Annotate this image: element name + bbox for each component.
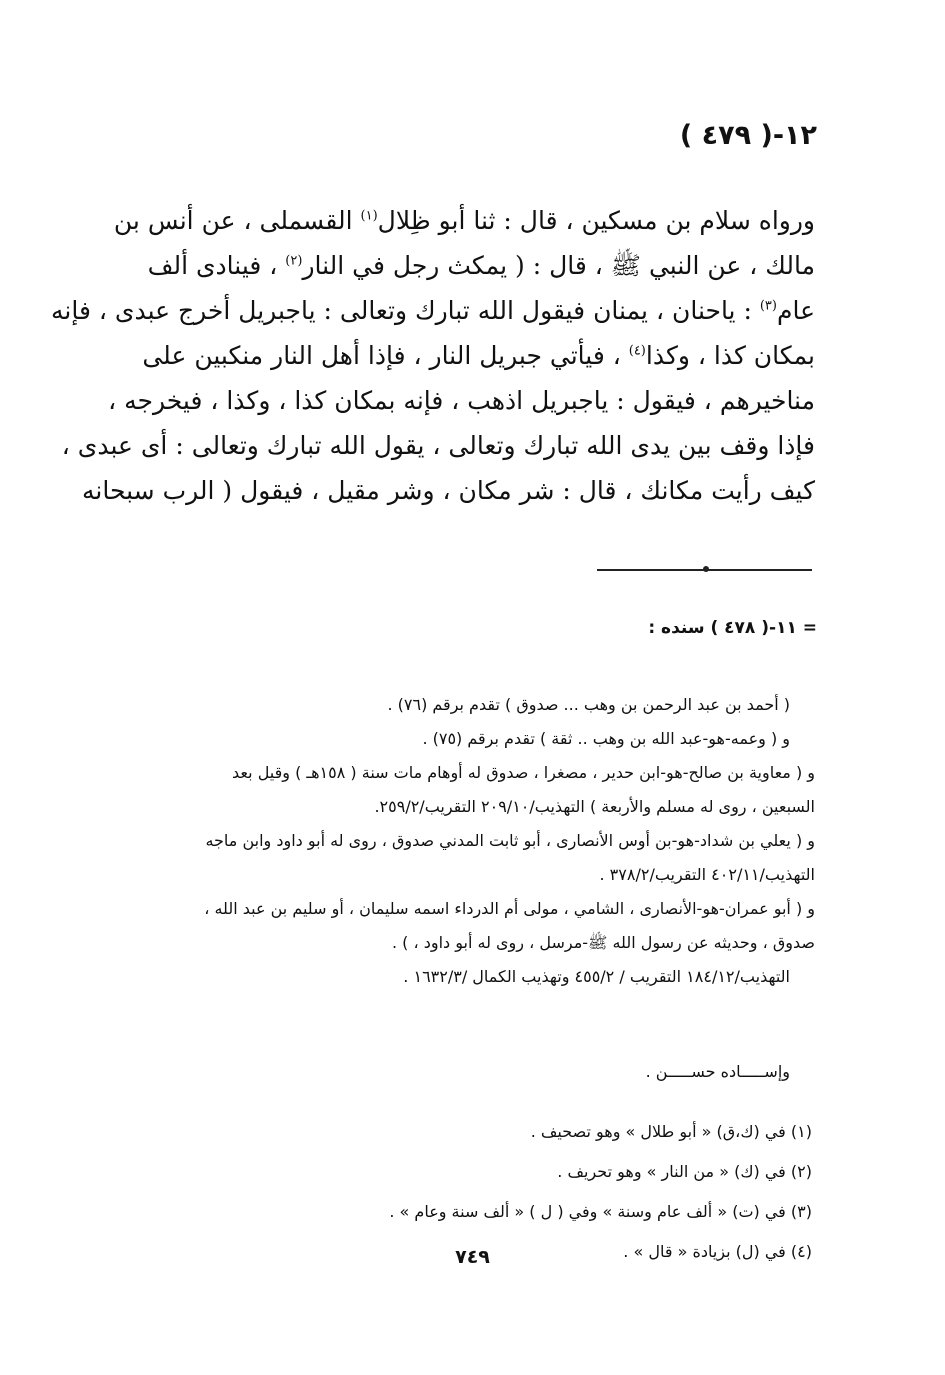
text-segment: ، فيأتي جبريل النار ، فإذا أهل النار منكبين على [142, 341, 629, 370]
hadith-number: ١٢-( ٤٧٩ ) [679, 120, 817, 151]
hadith-text [51, 198, 815, 513]
narrator-entry [130, 688, 815, 722]
hadith-line [61, 423, 815, 468]
hadith-line [133, 243, 815, 288]
narrator-entry [130, 892, 815, 960]
hadith-line [133, 333, 815, 378]
footnote: (٢) في (ك) « من النار » وهو تحريف . [557, 1162, 812, 1181]
hadith-line [51, 288, 815, 333]
narrator-entry [130, 722, 815, 756]
text-segment: مناخيرهم ، فيقول : ياجبريل اذهب ، فإنه بمكان كذا ، وكذا ، فيخرجه ، [108, 386, 815, 415]
text-segment: عام [776, 296, 815, 325]
text-segment: ، فينادى ألف [147, 251, 286, 280]
text-segment: بمكان كذا ، وكذا [645, 341, 815, 370]
narrator-line: و ( أبو عمران-هو-الأنصارى ، الشامي ، مولى أم الدرداء اسمه سليمان ، أو سليم بن عبد الله ، [204, 899, 815, 918]
footnote: (٤) في (ل) بزيادة « قال » . [623, 1242, 812, 1261]
text-segment: ورواه سلام بن مسكين ، قال : ثنا أبو ظِلال [377, 206, 815, 235]
narrator-line: التهذيب/٤٠٢/١١ التقريب/٣٧٨/٢ . [599, 865, 815, 884]
narrator-list [130, 688, 815, 994]
divider-dot [703, 566, 709, 572]
narrator-line: التهذيب/١٨٤/١٢ التقريب / ٤٥٥/٢ وتهذيب الكمال /١٦٣٢/٣ . [403, 967, 790, 986]
text-segment: فإذا وقف بين يدى الله تبارك وتعالى ، يقول الله تبارك وتعالى : أى عبدى ، [61, 431, 815, 460]
page-number: ٧٤٩ [455, 1246, 490, 1268]
narrator-line: و ( وعمه-هو-عبد الله بن وهب .. ثقة ) تقدم برقم (٧٥) . [422, 729, 790, 748]
narrator-entry [130, 960, 815, 994]
narrator-line: صدوق ، وحديثه عن رسول الله ﷺ-مرسل ، روى له أبو داود ، ) . [391, 933, 815, 952]
narrator-line: السبعين ، روى له مسلم والأربعة ) التهذيب/٢٠٩/١٠ التقريب/٢٥٩/٢. [374, 797, 815, 816]
text-segment: مالك ، عن النبي ﷺ ، قال : ( يمكث رجل في النار [302, 251, 815, 280]
footnote-ref: (١) [360, 208, 378, 224]
hadith-line [82, 468, 815, 513]
footnote: (١) في (ك،ق) « أبو طلال » وهو تصحيف . [530, 1122, 812, 1141]
footnote: (٣) في (ت) « ألف عام وسنة » وفي ( ل ) « ألف سنة وعام » . [389, 1202, 812, 1221]
footnote-ref: (٢) [285, 253, 303, 269]
narrator-line: ( أحمد بن عبد الرحمن بن وهب ... صدوق ) تقدم برقم (٧٦) . [387, 695, 790, 714]
text-segment: كيف رأيت مكانك ، قال : شر مكان ، وشر مقيل ، فيقول ( الرب سبحانه [82, 476, 815, 505]
hadith-line [113, 198, 815, 243]
narrator-line: و ( معاوية بن صالح-هو-ابن حدير ، مصغرا ، صدوق له أوهام مات سنة ( ١٥٨هـ ) وقيل بعد [232, 763, 815, 782]
footnote-ref: (٤) [628, 343, 646, 359]
narrator-entry [130, 756, 815, 824]
isnad-heading: = ١١-( ٤٧٨ ) سنده : [648, 618, 817, 638]
isnad-verdict: وإســـــاده حســـــن . [645, 1062, 790, 1081]
narrator-line: و ( يعلي بن شداد-هو-بن أوس الأنصارى ، أبو ثابت المدني صدوق ، روى له أبو داود وابن ماجه [205, 831, 815, 850]
footnote-ref: (٣) [759, 298, 777, 314]
hadith-line [108, 378, 815, 423]
text-segment: : ياحنان ، يمنان فيقول الله تبارك وتعالى : ياجبريل أخرج عبدى ، فإنه [51, 296, 760, 325]
text-segment: القسملى ، عن أنس بن [113, 206, 361, 235]
narrator-entry [130, 824, 815, 892]
